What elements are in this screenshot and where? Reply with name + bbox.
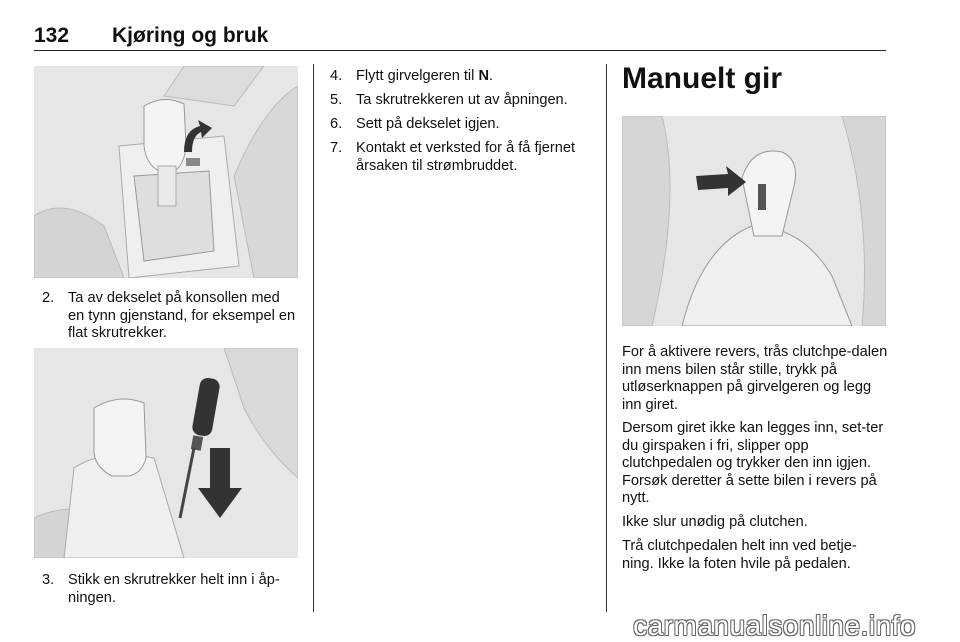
paragraph-gear-not-engaging: Dersom giret ikke kan legges inn, set-ter du girspaken i fri, slipper opp clutchpedalen og trykker den inn igjen. Forsøk deretter å sette bilen i revers på nytt.	[622, 420, 884, 506]
page-number: 132	[34, 24, 70, 47]
step-3-text: Stikk en skrutrekker helt inn i åp-ningen.	[68, 572, 280, 606]
step-3-number: 3.	[42, 572, 55, 588]
step-7-number: 7.	[330, 140, 343, 156]
step-7-text: Kontakt et verksted for å få fjernet årsaken til strømbruddet.	[356, 140, 576, 174]
step-5-number: 5.	[330, 92, 343, 108]
paragraph-clutch-slip: Ikke slur unødig på clutchen.	[622, 514, 808, 530]
watermark-text: carmanualsonline.info	[633, 610, 916, 641]
paragraph-reverse-activation: For å aktivere revers, trås clutchpe-dalen inn mens bilen står stille, trykk på utløserknappen på girvelgeren og legg inn giret.	[622, 344, 888, 413]
column-divider-2	[606, 64, 607, 612]
step-4-number: 4.	[330, 68, 343, 84]
figure-manual-gearshift	[622, 116, 886, 326]
step-4-text: Flytt girvelgeren til N.	[356, 68, 494, 84]
gear-position-n: N	[478, 68, 490, 84]
paragraph-clutch-pedal: Trå clutchpedalen helt inn ved betje-ning. Ikke la foten hvile på pedalen.	[622, 538, 857, 572]
figure-screwdriver-insert	[34, 348, 298, 558]
figure-gear-console-cover	[34, 66, 298, 278]
footer-watermark	[0, 608, 960, 642]
chapter-title: Kjøring og bruk	[112, 24, 269, 47]
step-2-number: 2.	[42, 290, 55, 306]
column-divider-1	[313, 64, 314, 612]
page-header	[34, 18, 886, 51]
step-6-number: 6.	[330, 116, 343, 132]
step-5-text: Ta skrutrekkeren ut av åpningen.	[356, 92, 568, 108]
section-title: Manuelt gir	[622, 62, 783, 95]
step-2-text: Ta av dekselet på konsollen med en tynn gjenstand, for eksempel en flat skrutrekker.	[68, 290, 296, 341]
step-6-text: Sett på dekselet igjen.	[356, 116, 500, 132]
